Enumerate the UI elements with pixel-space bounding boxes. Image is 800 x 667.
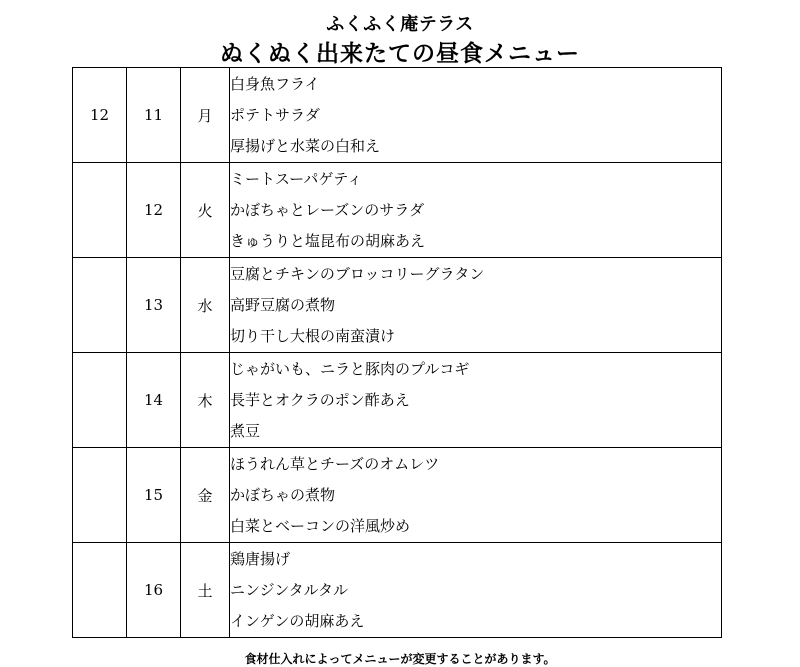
month-cell bbox=[73, 448, 127, 543]
dish-list bbox=[230, 448, 722, 543]
menu-table-body bbox=[73, 68, 722, 638]
menu-title: ぬくぬく出来たての昼食メニュー bbox=[220, 41, 580, 67]
dish-item: 厚揚げと水菜の白和え bbox=[230, 136, 381, 155]
footer-note: 食材仕入れによってメニューが変更することがあります。 bbox=[244, 652, 556, 666]
dish-item: 長芋とオクラのポン酢あえ bbox=[230, 390, 410, 409]
day-number: 16 bbox=[127, 543, 181, 638]
weekday: 金 bbox=[181, 448, 230, 543]
weekday: 木 bbox=[181, 353, 230, 448]
dish-list bbox=[230, 353, 722, 448]
day-number: 14 bbox=[127, 353, 181, 448]
dish-item: インゲンの胡麻あえ bbox=[230, 611, 365, 630]
weekday: 火 bbox=[181, 163, 230, 258]
dish-item: ポテトサラダ bbox=[230, 105, 320, 124]
dish-item: 白菜とベーコンの洋風炒め bbox=[230, 516, 411, 535]
menu-day-row bbox=[73, 68, 722, 163]
day-number: 11 bbox=[127, 68, 181, 163]
menu-day-row bbox=[73, 353, 722, 448]
restaurant-name: ふくふく庵テラス bbox=[326, 14, 474, 35]
day-number: 15 bbox=[127, 448, 181, 543]
menu-day-row bbox=[73, 448, 722, 543]
dish-item: 切り干し大根の南蛮漬け bbox=[230, 326, 396, 345]
day-number: 12 bbox=[127, 163, 181, 258]
dish-item: ミートスーパゲティ bbox=[230, 169, 363, 188]
dish-item: 鶏唐揚げ bbox=[230, 549, 291, 568]
dish-item: きゅうりと塩昆布の胡麻あえ bbox=[230, 231, 426, 250]
dish-list bbox=[230, 543, 722, 638]
weekday: 土 bbox=[181, 543, 230, 638]
lunch-menu-table bbox=[72, 67, 722, 638]
month-cell bbox=[73, 163, 127, 258]
dish-item: 高野豆腐の煮物 bbox=[230, 295, 336, 314]
dish-item: じゃがいも、ニラと豚肉のプルコギ bbox=[230, 359, 470, 378]
menu-day-row bbox=[73, 258, 722, 353]
month-cell: 12 bbox=[73, 68, 127, 163]
dish-item: ニンジンタルタル bbox=[230, 580, 349, 599]
dish-item: 白身魚フライ bbox=[230, 74, 320, 93]
dish-item: かぼちゃとレーズンのサラダ bbox=[230, 200, 425, 219]
month-cell bbox=[73, 258, 127, 353]
month-cell bbox=[73, 353, 127, 448]
weekday: 月 bbox=[181, 68, 230, 163]
dish-list bbox=[230, 68, 722, 163]
dish-item: 煮豆 bbox=[230, 421, 261, 440]
day-number: 13 bbox=[127, 258, 181, 353]
menu-day-row bbox=[73, 543, 722, 638]
month-cell bbox=[73, 543, 127, 638]
dish-list bbox=[230, 163, 722, 258]
dish-item: 豆腐とチキンのブロッコリーグラタン bbox=[230, 264, 485, 283]
dish-item: ほうれん草とチーズのオムレツ bbox=[230, 454, 440, 473]
weekday: 水 bbox=[181, 258, 230, 353]
dish-item: かぼちゃの煮物 bbox=[230, 485, 336, 504]
menu-day-row bbox=[73, 163, 722, 258]
dish-list bbox=[230, 258, 722, 353]
